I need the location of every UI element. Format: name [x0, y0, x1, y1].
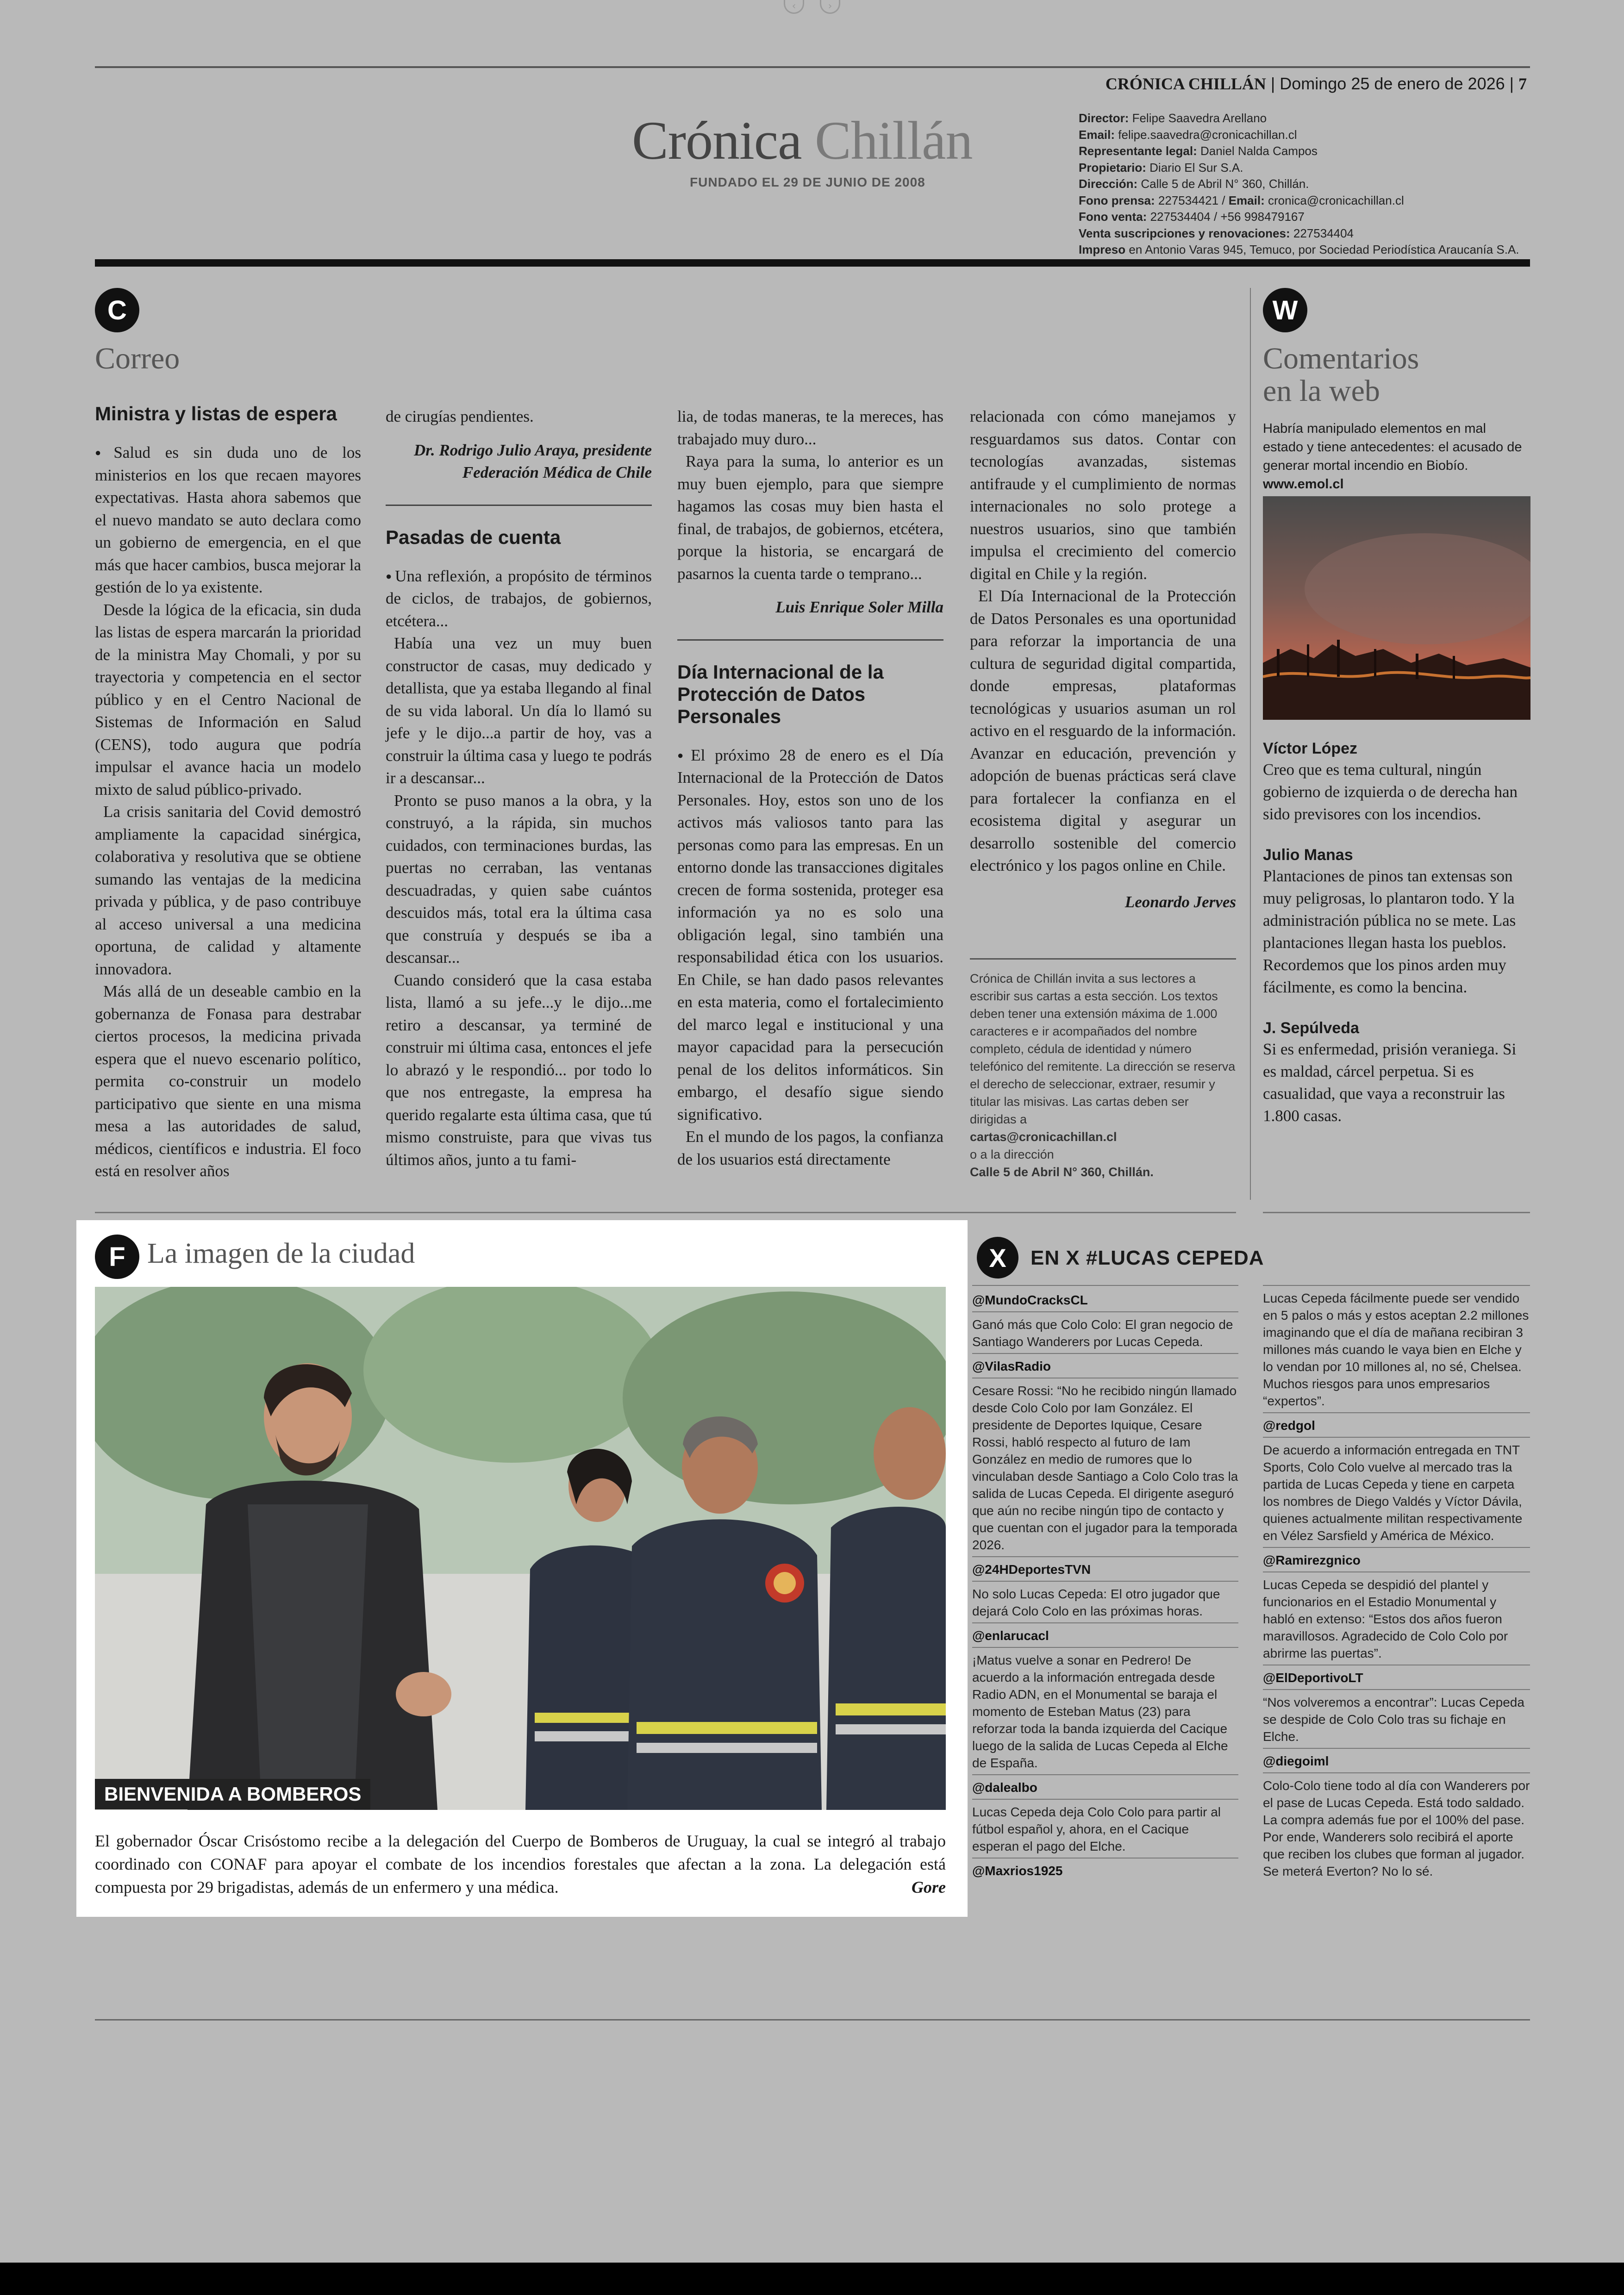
- x-post-text: Cesare Rossi: “No he recibido ningún llamado desde Colo Colo por Iam González. El presidente de Deportes Iquique, Cesare Rossi, habló respecto al futuro de Iam González en medio de rumores que lo vinculaban desde Santiago a Colo Colo tras la salida de Lucas Cepeda. El dirigente aseguró que aún no recibe ningún tipo de contacto y que cuentan con el jugador para la temporada 2026.: [972, 1384, 1238, 1552]
- letters-col4: [970, 405, 1236, 913]
- x-post-divider: [972, 1774, 1238, 1775]
- x-post-text: De acuerdo a información entregada en TNT Sports, Colo Colo vuelve al mercado tras la partida de Lucas Cepeda y tiene en carpeta los nombres de Diego Valdés y Víctor Dávila, quienes actualmente militan respectivamente en Vélez Sarsfield y América de México.: [1263, 1443, 1523, 1543]
- wildfire-photo-illustration: [1263, 496, 1530, 720]
- notice-address: Calle 5 de Abril N° 360, Chillán.: [970, 1165, 1154, 1179]
- notice-text: Crónica de Chillán invita a sus lectores a escribir sus cartas a esta sección. Los textos deben tener una extensión máxima de 1.000 caracteres e ir acompañados del nombre completo, cédula de identidad y número telefónico del remitente. La dirección se reserva el derecho de seleccionar, extraer, resumir y titular las misivas. Las cartas deben ser dirigidas a: [970, 972, 1236, 1126]
- masthead-title-part1: Crónica: [632, 110, 802, 171]
- x-post-divider: [972, 1647, 1238, 1648]
- info-label: Email:: [1228, 193, 1265, 207]
- x-post-divider: [1263, 1412, 1530, 1413]
- notice-divider: [970, 958, 1236, 960]
- letter-paragraph: ● Una reflexión, a propósito de términos de ciclos, de trabajos, de gobiernos, etcétera...: [386, 565, 652, 633]
- masthead-bottom-rule: [95, 259, 1530, 267]
- folio-page-number: 7: [1518, 75, 1527, 93]
- info-value: en Antonio Varas 945, Temuco, por Sociedad Periodística Araucanía S.A.: [1129, 243, 1519, 256]
- letter-paragraph: ● Salud es sin duda uno de los ministerios en los que recaen mayores expectativas. Hasta ahora sabemos que el nuevo mandato se auto declara como un gobierno de emergencia, en el que más que hacer cambios, busca mejorar la gestión de lo ya existente.: [95, 442, 361, 599]
- folio-publication: CRÓNICA CHILLÁN: [1105, 75, 1266, 93]
- comment-text: Creo que es tema cultural, ningún gobierno de izquierda o de derecha han sido previsores con los incendios.: [1263, 761, 1518, 823]
- folio: [1106, 74, 1527, 94]
- comment-text: Si es enfermedad, prisión veraniega. Si es maldad, cárcel perpetua. Si es casualidad, que vaya a reconstruir las 1.800 casas.: [1263, 1040, 1517, 1125]
- masthead-logo: [632, 109, 972, 172]
- section-rule: [1263, 1212, 1530, 1213]
- section-rule: [95, 1212, 1236, 1213]
- x-post-text: ¡Matus vuelve a sonar en Pedrero! De acuerdo a la información entregada desde Radio ADN, en el Monumental se baraja el momento de Esteban Matus (23) para reforzar toda la banda izquierda del Cacique luego de la salida de Lucas Cepeda al Elche de España.: [972, 1653, 1228, 1770]
- correo-title: Correo: [95, 342, 180, 375]
- web-title: [1263, 343, 1419, 407]
- x-section-title: EN X #LUCAS CEPEDA: [1031, 1247, 1264, 1269]
- letter-paragraph: La crisis sanitaria del Covid demostró ampliamente la capacidad sinérgica, colaborativa y resolutiva que se obtiene sumando las ventajas de la medicina privada y pública, y de paso contribuye al acceso universal a una medicina oportuna, de calidad y altamente innovadora.: [95, 803, 361, 978]
- x-badge: X: [977, 1237, 1018, 1278]
- letter-pasadas-signature: Luis Enrique Soler Milla: [775, 598, 943, 616]
- info-label: Email:: [1079, 127, 1115, 142]
- letter-paragraph: El Día Internacional de la Protección de Datos Personales es una oportunidad para reforzar la importancia de una cultura de seguridad digital compartida, donde empresas, plataformas tecnológicas y usuarios asuman un rol activo en el resguardo de la información. Avanzar en educación, prevención y adopción de buenas prácticas será clave para fortalecer la confianza en el ecosistema digital y asegurar un desarrollo sostenible del comercio electrónico y los pagos online en Chile.: [970, 587, 1236, 874]
- top-rule: [95, 66, 1530, 68]
- masthead-founded: FUNDADO EL 29 DE JUNIO DE 2008: [690, 175, 925, 189]
- web-comments: [1263, 738, 1529, 1127]
- x-post-divider: [1263, 1689, 1530, 1690]
- info-label: Director:: [1079, 111, 1129, 125]
- bottom-rule: [95, 2019, 1530, 2021]
- x-post-handle[interactable]: @MundoCracksCL: [972, 1293, 1088, 1307]
- info-label: Dirección:: [1079, 177, 1138, 191]
- x-post-divider: [1263, 1437, 1530, 1438]
- info-label: Venta suscripciones y renovaciones:: [1079, 226, 1290, 240]
- web-source-link[interactable]: www.emol.cl: [1263, 477, 1344, 492]
- letter-paragraph: ● El próximo 28 de enero es el Día Internacional de la Protección de Datos Personales. Hoy, estos son uno de los activos más valiosos tanto para las personas como para las empresas. En un entorno donde las transacciones digitales crecen de forma sostenida, proteger esa información ya no es solo una obligación legal, sino también una responsabilidad ética con los usuarios. En Chile, se han dado pasos relevantes en esta materia, como el fortalecimiento del marco legal e institucional y una mayor capacidad para la persecución penal de los delitos informáticos. Sin embargo, el desafío sigue siendo significativo.: [677, 744, 943, 1126]
- x-post-text: Lucas Cepeda fácilmente puede ser vendido en 5 palos o más y estos aceptan 2.2 millones imaginando que el día de mañana recibiran 3 millones más cuando le vaya bien en Elche y lo vendan por 10 millones al, no sé, Chelsea. Muchos riesgos para unos empresarios “expertos”.: [1263, 1291, 1529, 1408]
- x-post-handle[interactable]: @redgol: [1263, 1418, 1315, 1433]
- x-divider: [1263, 1285, 1530, 1286]
- letter-ministra-headline: Ministra y listas de espera: [95, 403, 337, 424]
- info-value: 227534404 / +56 998479167: [1150, 210, 1305, 224]
- x-posts-col2: [1263, 1290, 1530, 1883]
- wildfire-photo: [1263, 496, 1530, 720]
- web-title-line2: en la web: [1263, 374, 1380, 408]
- masthead-title-part2: Chillán: [815, 110, 973, 171]
- x-post-handle[interactable]: @Maxrios1925: [972, 1864, 1063, 1878]
- letter-paragraph: Había una vez un muy buen constructor de casas, muy dedicado y detallista, que ya estaba llegando al final de su vida laboral. Un día lo llamó su jefe y le dijo...a partir de hoy, vas a construir la última casa y luego te podrás ir a descansar...: [386, 634, 652, 787]
- x-post-handle[interactable]: @24HDeportesTVN: [972, 1562, 1091, 1577]
- x-post-divider: [972, 1556, 1238, 1557]
- x-post-handle[interactable]: @VilasRadio: [972, 1359, 1051, 1373]
- letters-notice: [970, 970, 1236, 1181]
- x-post-handle[interactable]: @enlarucacl: [972, 1628, 1049, 1643]
- correo-badge: C: [95, 288, 139, 332]
- comment-author: Víctor López: [1263, 740, 1358, 757]
- x-post-handle[interactable]: @dalealbo: [972, 1780, 1037, 1795]
- info-value: Calle 5 de Abril N° 360, Chillán.: [1141, 177, 1309, 191]
- folio-date: | Domingo 25 de enero de 2026 |: [1270, 74, 1514, 93]
- x-post-handle[interactable]: @Ramirezgnico: [1263, 1553, 1361, 1567]
- letter-paragraph: Cuando consideró que la casa estaba lista, llamó a su jefe...y le dijo...me retiro a descansar, ya terminé de construir mi última casa, entonces el jefe lo abrazó y le respondió... por todo lo que nos entregaste, la empresa ha querido regalarte esta última casa, que tú mismo construiste, para que vivas tus últimos años, junto a tu fami-: [386, 971, 652, 1169]
- letter-divider: [677, 639, 943, 641]
- firefighters-photo-illustration: [95, 1287, 946, 1810]
- city-image-title: La imagen de la ciudad: [147, 1238, 415, 1269]
- letter-divider: [386, 505, 652, 506]
- comment-text: Plantaciones de pinos tan extensas son muy peligrosas, lo plantaron todo. Y la administración pública no se mete. Las plantaciones llegan hasta los pueblos. Recordemos que los pinos arden muy fácilmente, es como la bencina.: [1263, 867, 1516, 996]
- info-label: Representante legal:: [1079, 144, 1197, 158]
- letter-ministra-col1: [95, 403, 361, 1183]
- letter-pasadas-headline: Pasadas de cuenta: [386, 526, 561, 548]
- web-title-line1: Comentarios: [1263, 342, 1419, 375]
- x-posts-col1: [972, 1291, 1238, 1879]
- x-post-text: “Nos volveremos a encontrar”: Lucas Cepeda se despide de Colo Colo tras su fichaje en Elche.: [1263, 1695, 1524, 1744]
- info-value: 227534421 /: [1158, 193, 1229, 207]
- notice-email-link[interactable]: cartas@cronicachillan.cl: [970, 1130, 1117, 1144]
- column-divider: [1250, 288, 1251, 1200]
- x-post-text: No solo Lucas Cepeda: El otro jugador que dejará Colo Colo en las próximas horas.: [972, 1587, 1220, 1618]
- info-value: Felipe Saavedra Arellano: [1132, 111, 1267, 125]
- letters-col3: [677, 405, 943, 1171]
- masthead-info: [1079, 110, 1542, 258]
- letter-paragraph: lia, de todas maneras, te la mereces, has trabajado muy duro...: [677, 407, 943, 448]
- comment-author: Julio Manas: [1263, 846, 1353, 864]
- info-value: felipe.saavedra@cronicachillan.cl: [1118, 127, 1297, 142]
- letter-paragraph: de cirugías pendientes.: [386, 407, 534, 425]
- photo-banner: BIENVENIDA A BOMBEROS: [95, 1779, 370, 1809]
- firefighters-photo: [95, 1287, 946, 1810]
- letter-paragraph: Pronto se puso manos a la obra, y la construyó, a la rápida, sin muchos cuidados, con terminaciones burdas, las puertas no cerraban, las ventanas descuadradas, y quien sabe cuántos descuidos más, total era la última casa que construía y después se iba a descansar...: [386, 791, 652, 967]
- info-label: Fono venta:: [1079, 210, 1147, 224]
- info-label: Fono prensa:: [1079, 193, 1155, 207]
- next-page-icon[interactable]: ›: [820, 0, 840, 14]
- x-post-divider: [972, 1581, 1238, 1582]
- info-value: Daniel Nalda Campos: [1200, 144, 1318, 158]
- letter-paragraph: Raya para la suma, lo anterior es un muy buen ejemplo, para que siempre hagamos las cosas muy bien hasta el final, de trabajos, de gobiernos, etcétera, porque la historia, se encargará de pasarnos la cuenta tarde o temprano...: [677, 452, 943, 583]
- photo-caption: [95, 1829, 946, 1899]
- letter-datos-signature: Leonardo Jerves: [1124, 892, 1236, 911]
- info-value: 227534404: [1293, 226, 1354, 240]
- x-post-divider: [972, 1799, 1238, 1800]
- letters-col2: [386, 405, 652, 1171]
- letter-paragraph: Desde la lógica de la eficacia, sin duda las listas de espera marcarán la prioridad de la ministra May Chomali, y por su trayectoria y competencia en el sector público y en el Centro Nacional de Sistemas de Información en Salud (CENS), todo augura que podría impulsar el avance hacia un modelo mixto de salud público-privado.: [95, 600, 361, 798]
- previous-page-icon[interactable]: ‹: [784, 0, 804, 14]
- comment-author: J. Sepúlveda: [1263, 1019, 1359, 1037]
- notice-or: o a la dirección: [970, 1148, 1054, 1161]
- letter-datos-headline: Día Internacional de la Protección de Datos Personales: [677, 661, 884, 727]
- web-intro: [1263, 419, 1529, 493]
- x-post-handle[interactable]: @ElDeportivoLT: [1263, 1671, 1363, 1685]
- info-label: Propietario:: [1079, 160, 1146, 175]
- x-divider: [972, 1285, 1238, 1286]
- info-label: Impreso: [1079, 243, 1126, 256]
- x-post-text: Colo-Colo tiene todo al día con Wanderers por el pase de Lucas Cepeda. Está todo saldado. La compra además fue por el 100% del pase. Por ende, Wanderers solo recibirá el aporte que reciben los clubes que forman al jugador. Se meterá Everton? No lo sé.: [1263, 1778, 1530, 1878]
- x-post-divider: [1263, 1748, 1530, 1749]
- info-value: Diario El Sur S.A.: [1149, 160, 1243, 175]
- x-post-divider: [972, 1622, 1238, 1623]
- x-post-divider: [972, 1311, 1238, 1312]
- city-image-badge: F: [95, 1235, 139, 1279]
- web-badge: W: [1263, 288, 1307, 332]
- letter-ministra-signature: Dr. Rodrigo Julio Araya, presidente Federación Médica de Chile: [413, 441, 652, 481]
- x-post-handle[interactable]: @diegoiml: [1263, 1754, 1329, 1768]
- x-post-text: Ganó más que Colo Colo: El gran negocio de Santiago Wanderers por Lucas Cepeda.: [972, 1317, 1233, 1349]
- viewer-bottom-bar: [0, 2263, 1624, 2295]
- letter-paragraph: Más allá de un deseable cambio en la gobernanza de Fonasa para destrabar ciertos procesos, la medicina privada espera que el nuevo escenario político, permita co-construir un modelo participativo que siente en una misma mesa a las autoridades de salud, médicos, científicos e industria. El foco está en resolver años: [95, 982, 361, 1180]
- photo-credit: Gore: [912, 1878, 946, 1896]
- x-post-divider: [1263, 1547, 1530, 1548]
- x-post-divider: [1263, 1772, 1530, 1773]
- web-intro-text: Habría manipulado elementos en mal estado y tiene antecedentes: el acusado de generar mortal incendio en Biobío.: [1263, 421, 1522, 473]
- letter-paragraph: En el mundo de los pagos, la confianza de los usuarios está directamente: [677, 1128, 943, 1168]
- x-post-divider: [972, 1353, 1238, 1354]
- x-post-text: Lucas Cepeda deja Colo Colo para partir al fútbol español y, ahora, en el Cacique esperan el pago del Elche.: [972, 1805, 1221, 1853]
- info-value: cronica@cronicachillan.cl: [1268, 193, 1404, 207]
- photo-caption-text: El gobernador Óscar Crisóstomo recibe a la delegación del Cuerpo de Bomberos de Uruguay, la cual se integró al trabajo coordinado con CONAF para apoyar el combate de los incendios forestales que afectan a la zona. La delegación está compuesta por 29 brigadistas, además de un enfermero y una médica.: [95, 1832, 946, 1896]
- x-post-text: Lucas Cepeda se despidió del plantel y funcionarios en el Estadio Monumental y habló en extenso: “Estos dos años fueron maravillosos. Agradecido de Colo Colo por abrirme las puertas”.: [1263, 1578, 1508, 1660]
- letter-paragraph: relacionada con cómo manejamos y resguardamos sus datos. Contar con tecnologías avanzadas, sistemas antifraude y el cumplimiento de normas internacionales no solo protege a nuestros usuarios, sino que también impulsa el crecimiento del comercio digital en Chile y la región.: [970, 407, 1236, 583]
